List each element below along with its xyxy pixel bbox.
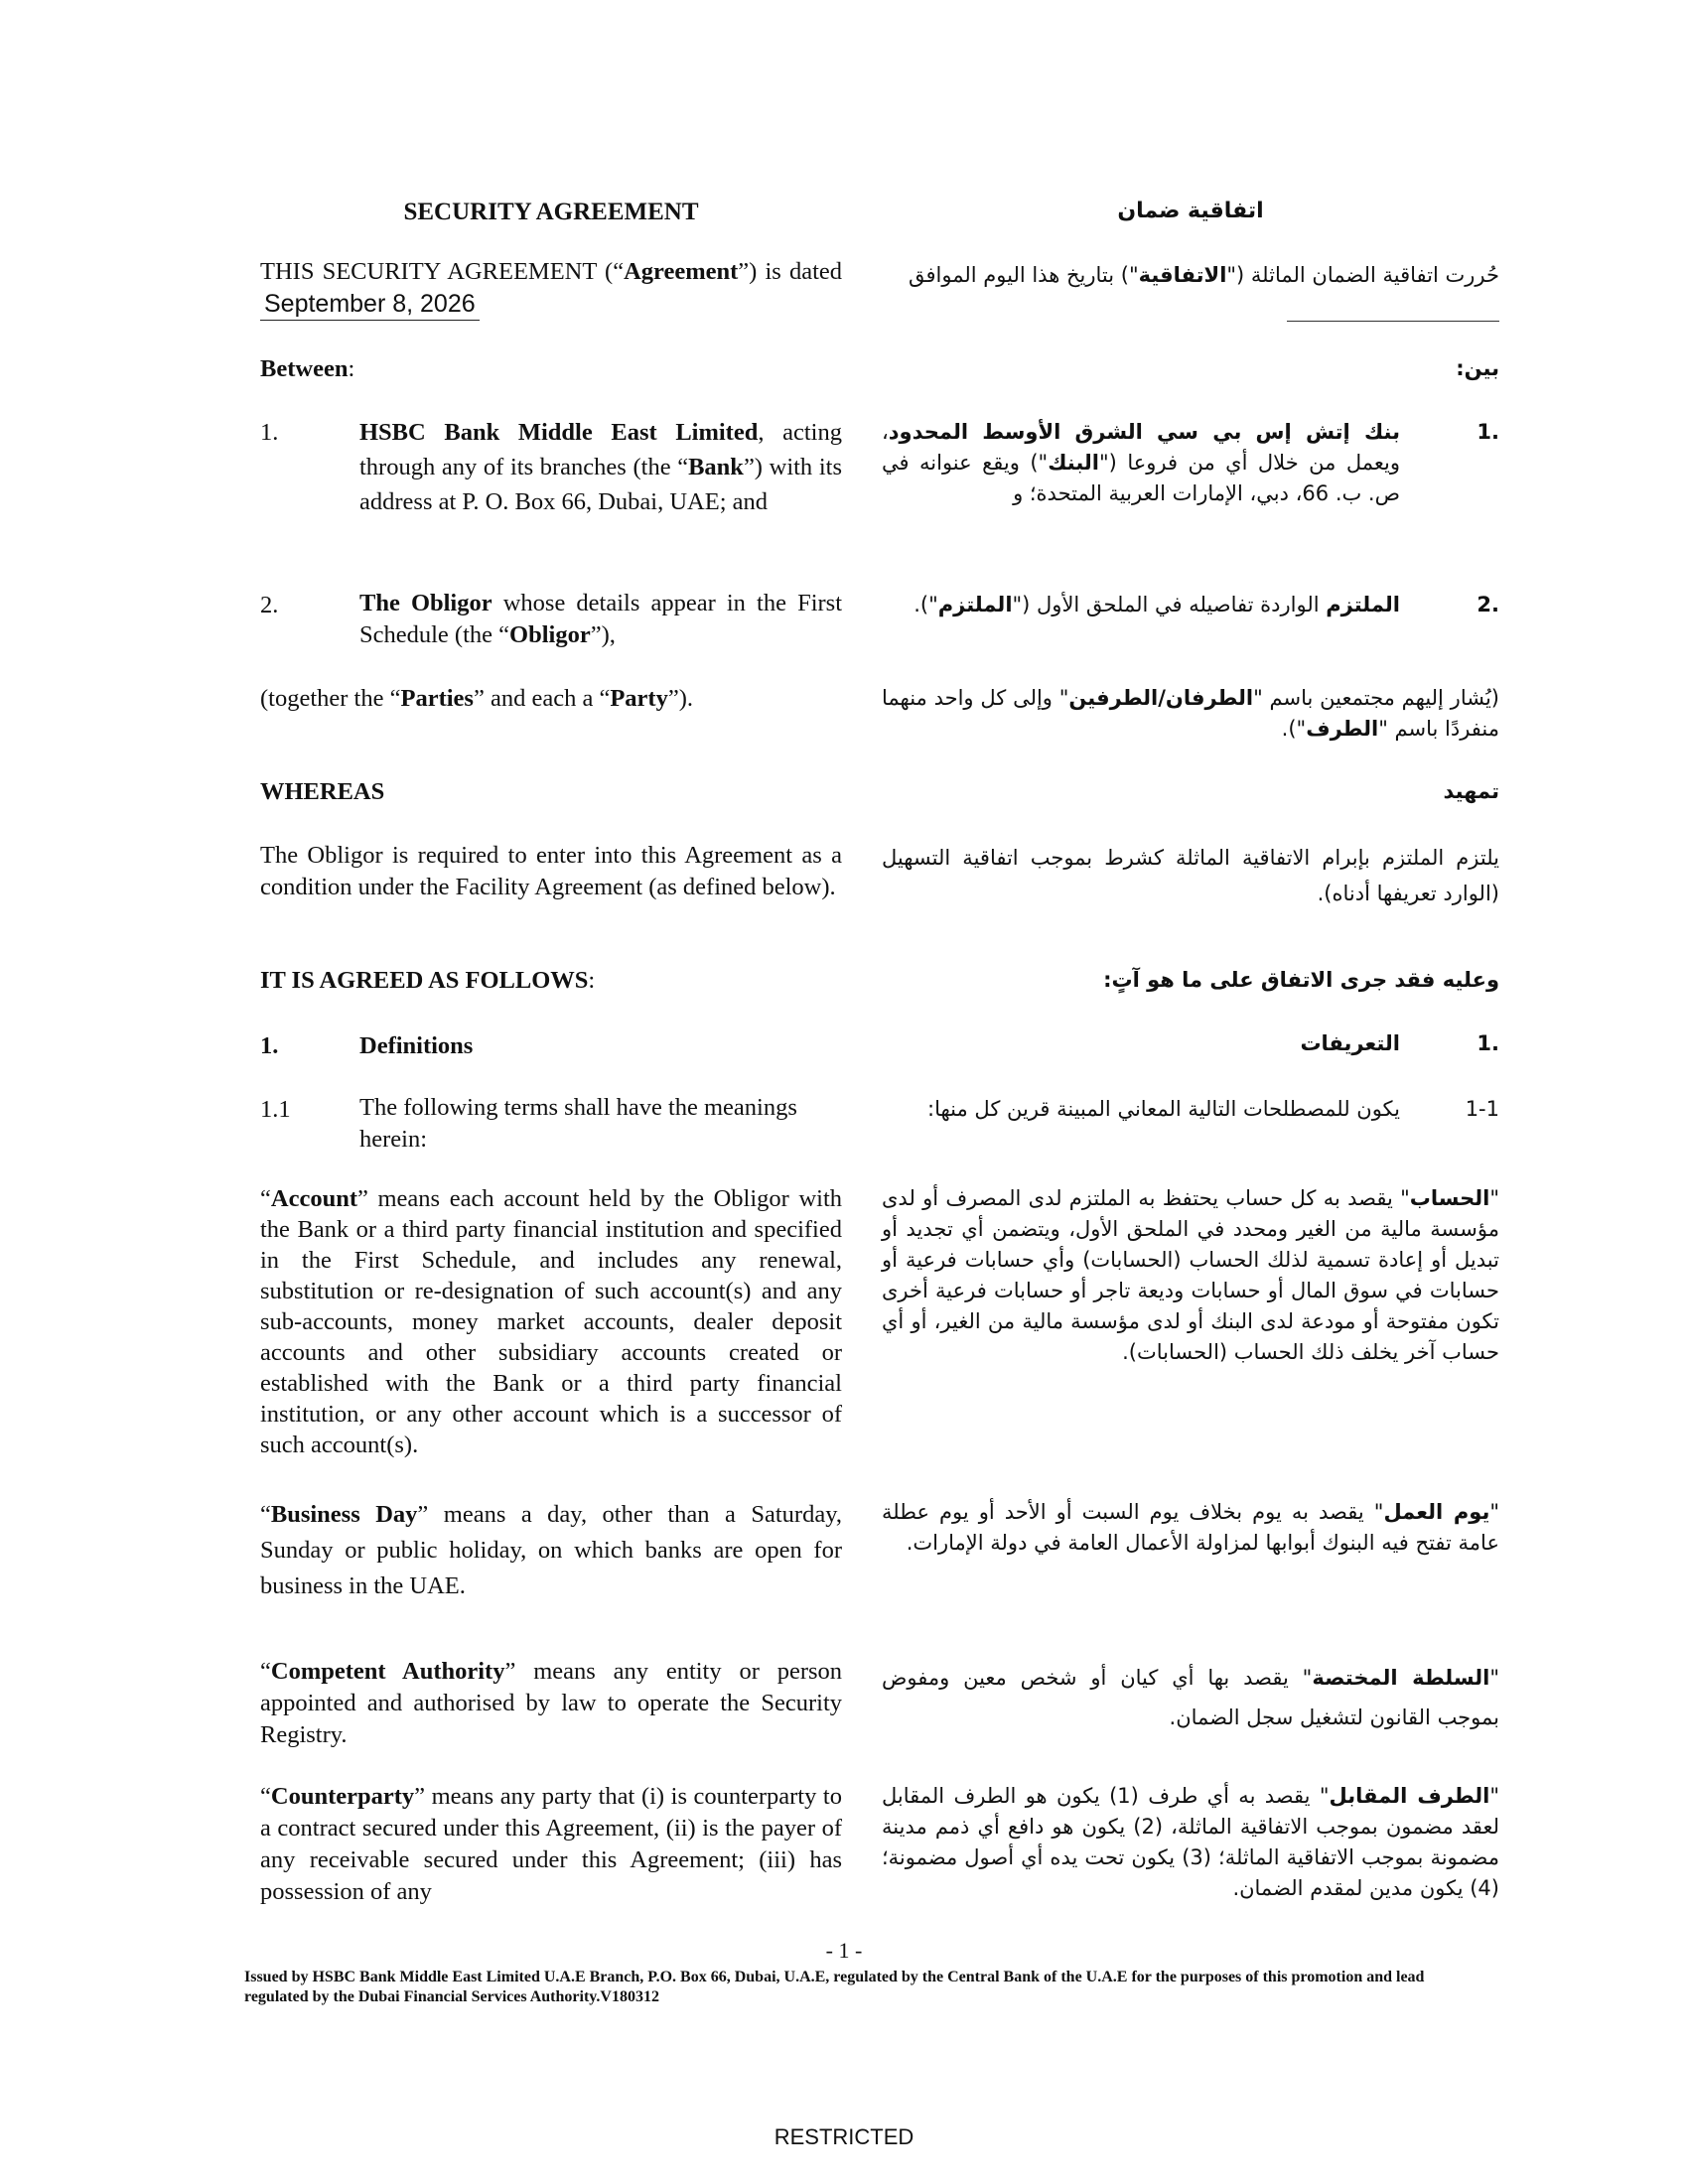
footer-disclaimer: Issued by HSBC Bank Middle East Limited U.A.E Branch, P.O. Box 66, Dubai, U.A.E, regulated by the Central Bank of the U.A.E for the purposes of this promotion and lead regulated by the Dubai Financial Services Authority.V180312 bbox=[244, 1969, 1425, 2005]
intro-english: THIS SECURITY AGREEMENT (“Agreement”) is dated September 8, 2026 bbox=[260, 256, 842, 321]
classification-label: RESTRICTED bbox=[774, 2124, 914, 2149]
definition-account-arabic: "الحساب" يقصد به كل حساب يحتفظ به الملتزم لدى المصرف أو لدى مؤسسة مالية من الغير ومحدد في الملحق الأول، ويتضمن أي تجديد أو تبديل أو إعادة تسمية لذلك الحساب (الحسابات) وأي حسابات فرعية أو حسابات في سوق المال أو حسابات وديعة تاجر أو حسابات فرعية أخرى تكون مفتوحة أو مودعة لدى البنك أو لدى مؤسسة مالية من الغير، أو أي حساب آخر يخلف ذلك الحساب (الحسابات). bbox=[882, 1186, 1499, 1364]
together-english: (together the “Parties” and each a “Party”). bbox=[260, 685, 694, 712]
definition-competent-authority-arabic: "السلطة المختصة" يقصد بها أي كيان أو شخص معين ومفوض بموجب القانون لتشغيل سجل الضمان. bbox=[882, 1666, 1500, 1729]
definition-business-day-arabic: "يوم العمل" يقصد به يوم بخلاف يوم السبت أو الأحد أو يوم عطلة عامة تفتح فيه البنوك أبوابها لمزاولة الأعمال العامة في دولة الإمارات. bbox=[882, 1500, 1499, 1555]
party-2-english: 2. The Obligor whose details appear in the First Schedule (the “Obligor”), bbox=[260, 590, 842, 648]
party-1-english: 1. HSBC Bank Middle East Limited, acting through any of its branches (the “Bank”) with its address at P. O. Box 66, Dubai, UAE; and bbox=[260, 419, 842, 515]
whereas-text-arabic: يلتزم الملتزم بإبرام الاتفاقية الماثلة كشرط بموجب اتفاقية التسهيل (الوارد تعريفها أدناه). bbox=[882, 846, 1499, 905]
section-1-heading-arabic: .1 التعريفات bbox=[1300, 1031, 1499, 1055]
between-heading-english: Between: bbox=[260, 355, 355, 382]
whereas-text-english: The Obligor is required to enter into this Agreement as a condition under the Facility Agreement (as defined below). bbox=[260, 842, 842, 900]
agreement-date-field[interactable]: September 8, 2026 bbox=[260, 288, 480, 321]
section-1-heading-english: 1. Definitions bbox=[260, 1032, 474, 1059]
agreed-heading-english: IT IS AGREED AS FOLLOWS: bbox=[260, 967, 596, 994]
definition-account-english: “Account” means each account held by the Obligor with the Bank or a third party financial institution and specified in the First Schedule, and includes any renewal, substitution or re-designation of such account(s) and any sub-accounts, money market accounts, dealer deposit accounts and other subsidiary accounts created or established with the Bank or a third party financial institution, or any other account which is a successor of such account(s). bbox=[260, 1185, 842, 1458]
intro-arabic: حُررت اتفاقية الضمان الماثلة ("الاتفاقية") بتاريخ هذا اليوم الموافق bbox=[908, 263, 1499, 287]
whereas-heading-arabic: تمهيد bbox=[1443, 779, 1499, 803]
clause-1-1-arabic: 1-1 يكون للمصطلحات التالية المعاني المبينة قرين كل منها: bbox=[927, 1097, 1499, 1121]
title-arabic: اتفاقية ضمان bbox=[1117, 199, 1264, 223]
page-number: - 1 - bbox=[825, 1938, 863, 1963]
title-english: SECURITY AGREEMENT bbox=[403, 199, 699, 225]
definition-competent-authority-english: “Competent Authority” means any entity or person appointed and authorised by law to operate the Security Registry. bbox=[260, 1658, 843, 1748]
definition-counterparty-arabic: "الطرف المقابل" يقصد به أي طرف (1) يكون هو الطرف المقابل لعقد مضمون بموجب الاتفاقية الماثلة، (2) يكون هو دافع أي ذمم مدينة مضمونة بموجب الاتفاقية الماثلة؛ (3) يكون تحت يده أي أصول مضمونة؛ (4) يكون مدين لمقدم الضمان. bbox=[882, 1784, 1499, 1900]
whereas-heading-english: WHEREAS bbox=[260, 778, 385, 805]
agreed-heading-arabic: وعليه فقد جرى الاتفاق على ما هو آتٍ: bbox=[1103, 968, 1499, 992]
party-1-arabic: .1 بنك إتش إس بي سي الشرق الأوسط المحدود، ويعمل من خلال أي من فروعا ("البنك") ويقع عنوانه في ص. ب. 66، دبي، الإمارات العربية المتحدة؛ و bbox=[882, 420, 1499, 505]
definition-counterparty-english: “Counterparty” means any party that (i) is counterparty to a contract secured under this Agreement, (ii) is the payer of any receivable secured under this Agreement; (iii) has possession of any bbox=[260, 1783, 842, 1905]
clause-1-1-english: 1.1 The following terms shall have the meanings herein: bbox=[260, 1094, 797, 1153]
together-arabic: (يُشار إليهم مجتمعين باسم "الطرفان/الطرفين" وإلى كل واحد منهما منفردًا باسم "الطرف"). bbox=[882, 686, 1499, 741]
definition-business-day-english: “Business Day” means a day, other than a Saturday, Sunday or public holiday, on which banks are open for business in the UAE. bbox=[260, 1501, 842, 1599]
arabic-date-blank[interactable] bbox=[1287, 321, 1499, 322]
party-2-arabic: .2 الملتزم الواردة تفاصيله في الملحق الأول ("الملتزم"). bbox=[914, 593, 1499, 616]
between-heading-arabic: بين: bbox=[1456, 356, 1499, 380]
